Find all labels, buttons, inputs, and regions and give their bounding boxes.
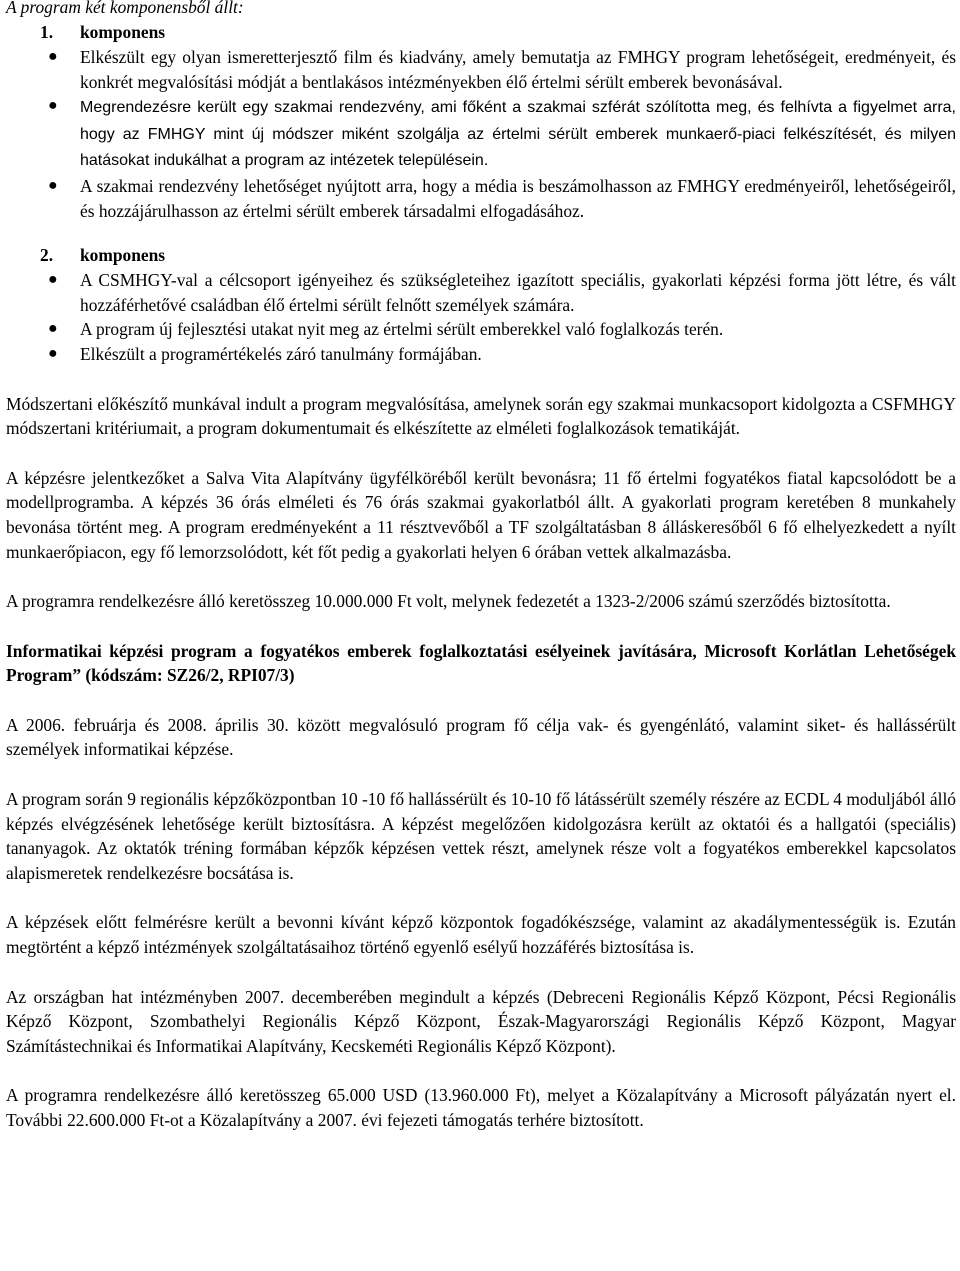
bullet-dot-icon: ● (48, 344, 58, 362)
component-2-title: komponens (80, 245, 166, 266)
intro-text: A program két komponensből állt: (6, 0, 244, 17)
list-item (6, 342, 956, 367)
accessibility-paragraph: A képzések előtt felmérésre került a bevonni kívánt képző központok fogadókészsége, valamint az akadálymentességük is. Ezután megtörtént a képző intézmények szolgáltatásaihoz történő egyenlő esélyű hozzáférés biztosítása is. (6, 912, 956, 958)
component-2-bullet-1-text: A CSMHGY-val a célcsoport igényeihez és szükségleteihez igazított speciális, gyakorlati képzési forma jött létre, és vált hozzáférhetővé családban élő értelmi sérült felnőtt személyek számára. (80, 270, 956, 315)
component-1-bullet-1-text: Elkészült egy olyan ismeretterjesztő film és kiadvány, amely bemutatja az FMHGY program lehetőségeit, eredményeit, és konkrét megvalósítási módját a bentlakásos intézményekben élő értelmi sérült emberek bevonásával. (80, 47, 956, 92)
component-2-bullet-3-text: Elkészült a programértékelés záró tanulmány formájában. (80, 343, 482, 364)
list-item (6, 317, 956, 342)
component-2-list (6, 268, 956, 366)
list-item (6, 94, 956, 174)
budget-paragraph-2: A programra rendelkezésre álló keretösszeg 65.000 USD (13.960.000 Ft), melyet a Közalapítvány a Microsoft pályázatán nyert el. További 22.600.000 Ft-ot a Közalapítvány a 2007. évi fejezeti támogatás terhére biztosított. (6, 1085, 956, 1130)
section-heading: Informatikai képzési program a fogyatékos emberek foglalkoztatási esélyeinek javítására, Microsoft Korlátlan Lehetőségek Program” (kódszám: SZ26/2, RPI07/3) (6, 640, 956, 686)
bullet-dot-icon: ● (48, 48, 58, 65)
bullet-dot-icon: ● (48, 176, 58, 194)
list-item (6, 174, 956, 223)
training-paragraph: A képzésre jelentkezőket a Salva Vita Alapítvány ügyfélköréből került bevonásra; 11 fő értelmi fogyatékos fiatal kapcsolódott be a modellprogramba. A képzés 36 órás elméleti és 76 órás szakmai gyakorlatból állt. A gyakorlati program keretében 8 munkahely bevonása történt meg. A program eredményeként a 11 résztvevőből a TF szolgáltatásban 8 álláskeresőből 6 fő elhelyezkedett a nyílt munkaerőpiacon, egy fő lemorzsolódott, két főt pedig a gyakorlati helyen 6 órában vettek alkalmazásba. (6, 467, 956, 562)
program-goal-paragraph: A 2006. februárja és 2008. április 30. között megvalósuló program fő célja vak- és gyengénlátó, valamint siket- és hallássérült személyek informatikai képzése. (6, 714, 956, 760)
bullet-dot-icon: ● (48, 97, 58, 115)
list-item (6, 45, 956, 94)
training-centers-paragraph: A program során 9 regionális képzőközpontban 10 -10 fő hallássérült és 10-10 fő látássérült személy részére az ECDL 4 moduljából álló képzés elvégzésének lehetősége került biztosításra. A képzést megelőzően kidolgozásra került az oktatói és a hallgatói (speciális) tananyagok. Az oktatók tréning formában képzők képzésen vettek részt, amelynek része volt a fogyatékos emberekkel kapcsolatos alapismeretek rendelkezésre bocsátása is. (6, 789, 956, 883)
component-1-title: komponens (80, 22, 166, 42)
component-2-heading (6, 243, 956, 268)
institutions-paragraph: Az országban hat intézményben 2007. decemberében megindult a képzés (Debreceni Regionális Képző Központ, Pécsi Regionális Képző Központ, Szombathelyi Regionális Képző Központ, Észak-Magyarországi Regionális Képző Központ, Magyar Számítástechnikai és Informatikai Alapítvány, Kecskeméti Regionális Képző Központ). (6, 986, 956, 1056)
component-2-number: 2. (40, 245, 54, 266)
component-1-bullet-2-text: Megrendezésre került egy szakmai rendezvény, ami főként a szakmai szférát szólította meg, és felhívta a figyelmet arra, hogy az FMHGY mint új módszer miként szolgálja az értelmi sérült emberek munkaerő-piaci felkészítését, és milyen hatásokat indukálhat a program az intézetek településein. (80, 99, 956, 170)
component-1-list (6, 45, 956, 223)
bullet-dot-icon: ● (48, 320, 58, 338)
component-2-bullet-2-text: A program új fejlesztési utakat nyit meg az értelmi sérült emberekkel való foglalkozás terén. (80, 319, 724, 340)
bullet-dot-icon: ● (48, 271, 58, 289)
component-1-heading (6, 20, 956, 45)
methodology-paragraph: Módszertani előkészítő munkával indult a program megvalósítása, amelynek során egy szakmai munkacsoport kidolgozta a CSFMHGY módszertani kritériumait, a program dokumentumait és elkészítette az elméleti foglalkozások tematikáját. (6, 393, 956, 439)
component-1-bullet-3-text: A szakmai rendezvény lehetőséget nyújtott arra, hogy a média is beszámolhasson az FMHGY eredményeiről, lehetőségeiről, és hozzájárulhasson az értelmi sérült emberek társadalmi elfogadásához. (80, 175, 956, 221)
budget-paragraph-1: A programra rendelkezésre álló keretösszeg 10.000.000 Ft volt, melynek fedezetét a 1323-2/2006 számú szerződés biztosította. (6, 591, 891, 612)
list-item (6, 268, 956, 317)
document-page (6, 0, 956, 1133)
component-1-number: 1. (40, 22, 54, 42)
